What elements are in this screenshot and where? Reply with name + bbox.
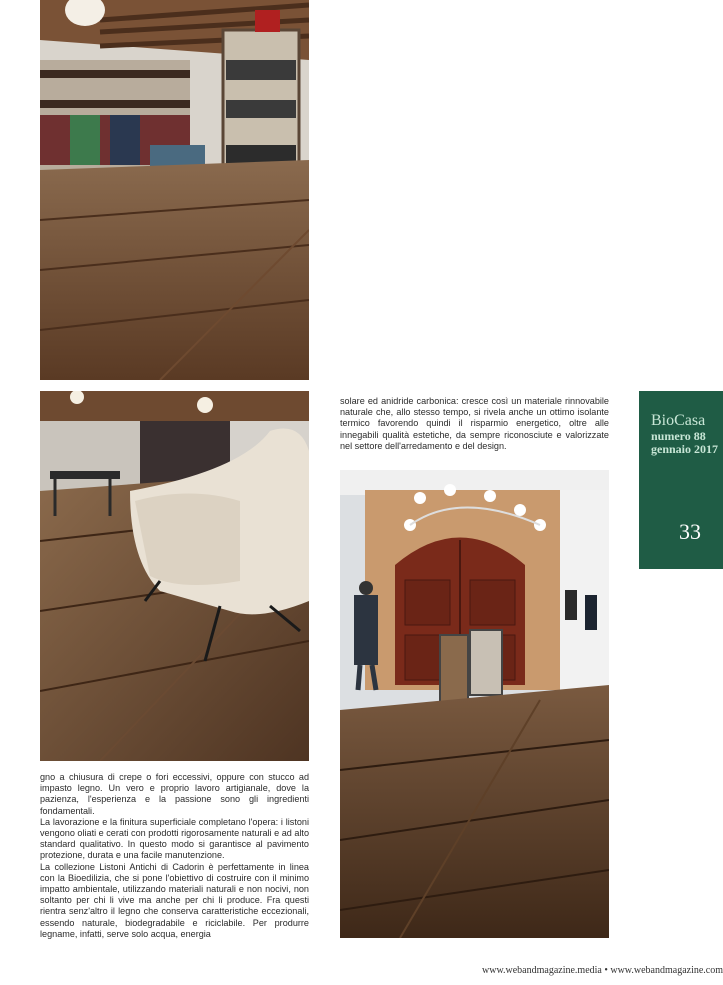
magazine-title: BioCasa — [651, 412, 706, 429]
photo-armchair — [40, 391, 309, 761]
left-paragraph-1: gno a chiusura di crepe o fori eccessivi, oppure con stucco ad impasto legno. Un vero e proprio lavoro artigianale, dove la pazienza, l'esperienza e la passione sono gli ingredienti fondamentali. — [40, 772, 309, 816]
right-column-text — [340, 396, 609, 452]
photo-shop-shelving — [40, 0, 309, 380]
issue-number: numero 88 — [651, 429, 706, 443]
page-number: 33 — [679, 519, 701, 544]
right-paragraph: solare ed anidride carbonica: cresce così un materiale rinnovabile naturale che, allo stesso tempo, si rivela anche un ottimo isolante termico favorendo quindi il risparmio energetico, oltre alle innegabili qualità estetiche, da sempre riconosciute e valorizzate nel settore dell'arredamento e del design. — [340, 396, 609, 451]
magazine-tab — [639, 391, 723, 569]
left-column-text — [40, 772, 309, 940]
left-paragraph-3: La collezione Listoni Antichi di Cadorin è perfettamente in linea con la Bioedilizia, che si pone l'obiettivo di costruire con il minimo impatto ambientale, utilizzando materiali naturali e non nocivi, non soltanto per chi li vive ma anche per chi li produce. Fra questi rientra senz'altro il legno che conserva caratteristiche eccezionali, essendo naturale, biodegradabile e riciclabile. Per produrre legname, infatti, serve solo acqua, energia — [40, 861, 309, 939]
photo-shop-door — [340, 470, 609, 938]
left-paragraph-2: La lavorazione e la finitura superficiale completano l'opera: i listoni vengono oliati e cerati con prodotti rigorosamente naturali e ad alto standard qualitativo. In questo modo si garantisce al pavimento protezione, durata e una facile manutenzione. — [40, 816, 309, 861]
footer-urls[interactable]: www.webandmagazine.media • www.webandmagazine.com — [482, 965, 723, 976]
issue-date: gennaio 2017 — [651, 442, 719, 456]
